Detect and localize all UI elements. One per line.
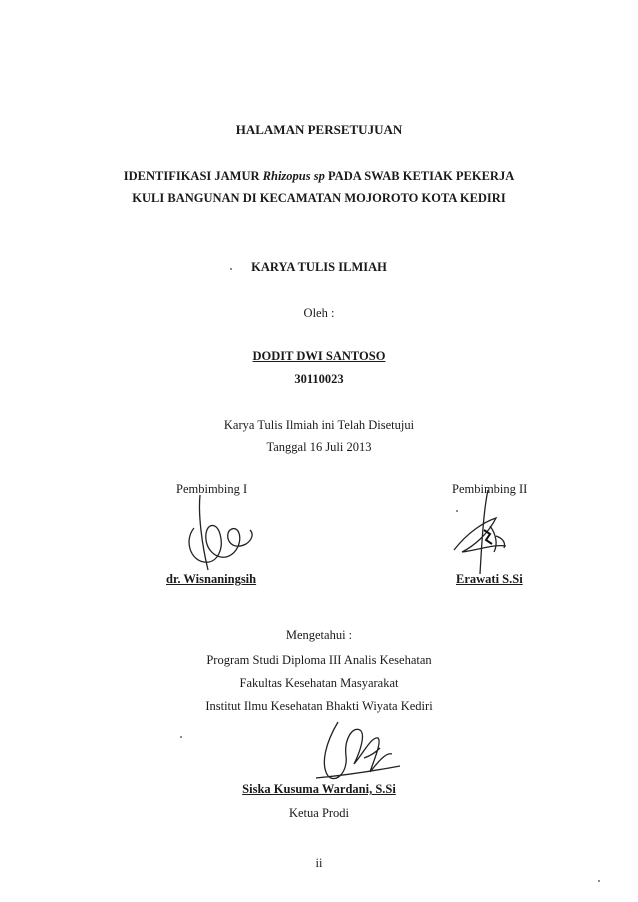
thesis-title-prefix: IDENTIFIKASI JAMUR	[123, 169, 263, 183]
approval-statement: Karya Tulis Ilmiah ini Telah Disetujui	[223, 418, 415, 432]
advisor2-name: Erawati S.Si	[456, 572, 523, 586]
head-title: Ketua Prodi	[288, 806, 350, 820]
advisor2-signature	[444, 488, 524, 580]
thesis-title-rest: PADA SWAB KETIAK PEKERJA	[324, 169, 515, 183]
advisor1-role: Pembimbing I	[176, 482, 248, 496]
scan-speck	[456, 510, 458, 512]
scan-speck	[598, 880, 600, 882]
faculty-name: Fakultas Kesehatan Masyarakat	[239, 676, 399, 690]
document-type: KARYA TULIS ILMIAH	[251, 260, 387, 274]
thesis-title-line-2: KULI BANGUNAN DI KECAMATAN MOJOROTO KOTA KEDIRI	[132, 191, 506, 205]
page-title: HALAMAN PERSETUJUAN	[235, 122, 403, 137]
advisor1-name: dr. Wisnaningsih	[166, 572, 257, 586]
scan-speck	[180, 736, 182, 738]
head-name: Siska Kusuma Wardani, S.Si	[242, 782, 396, 796]
by-label: Oleh :	[303, 306, 335, 320]
institute-name: Institut Ilmu Kesehatan Bhakti Wiyata Kediri	[205, 699, 433, 713]
program-name: Program Studi Diploma III Analis Kesehatan	[206, 653, 432, 667]
approval-date: Tanggal 16 Juli 2013	[266, 440, 372, 454]
author-name: DODIT DWI SANTOSO	[252, 349, 386, 363]
advisor1-signature	[180, 490, 260, 580]
page-number: ii	[315, 856, 323, 870]
thesis-title-line-1	[0, 169, 638, 184]
scan-speck	[230, 268, 232, 270]
advisor2-role: Pembimbing II	[452, 482, 528, 496]
head-signature	[308, 712, 408, 786]
thesis-title-species: Rhizopus sp	[262, 169, 325, 183]
author-id: 30110023	[294, 372, 344, 386]
acknowledged-label: Mengetahui :	[285, 628, 353, 642]
